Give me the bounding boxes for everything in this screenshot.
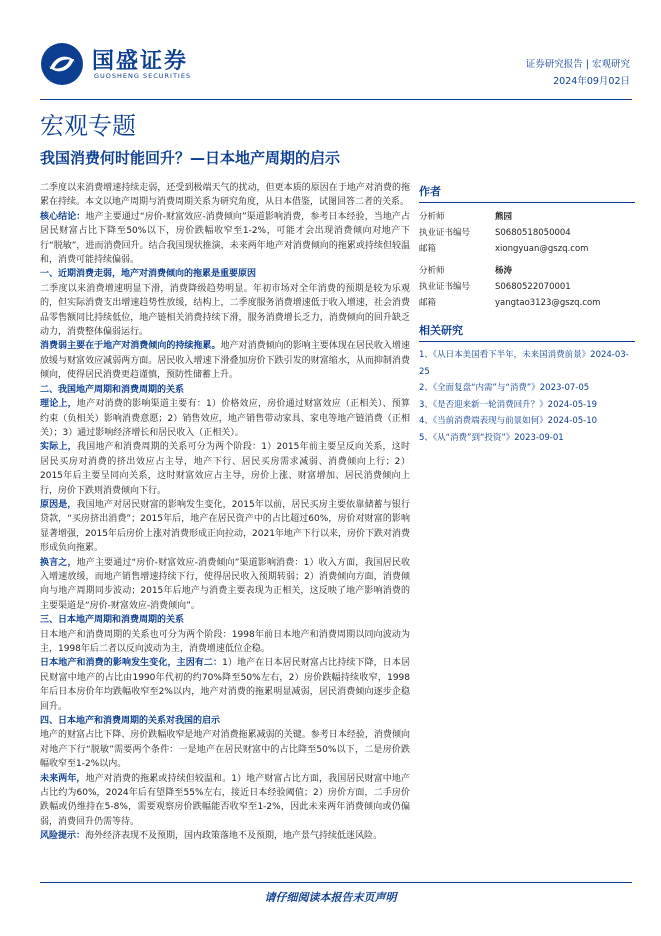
body-paragraph xyxy=(40,656,410,714)
paragraph-text: 地产主要通过“房价-财富效应-消费倾向”渠道影响消费，参考日本经验，当地产占居民财富占比下降至50%以下，房价跌幅收窄至1-2%，可能才会出现消费倾向对地产下行“脱敏”，进而消费回升。结合我国现状推演，未来两年地产对消费倾向的拖累或持续但较温和，消费可能持续偏弱。 xyxy=(40,211,410,266)
body-paragraph xyxy=(40,440,410,498)
sidebar xyxy=(419,183,635,446)
paragraph-keyword: 消费弱主要在于地产对消费倾向的持续拖累。 xyxy=(40,341,221,352)
body-paragraph xyxy=(40,628,410,657)
paragraph-keyword: 核心结论： xyxy=(40,211,86,222)
header-divider xyxy=(40,99,632,100)
paragraph-text: 地产对消费的影响渠道主要有：1）价格效应，房价通过财富效应（正相关）、预算约束（负相关）影响消费意愿；2）销售效应，地产销售带动家具、家电等地产链消费（正相关）；3）通过影响经济增长和居民收入（正相关）。 xyxy=(40,399,410,438)
body-paragraph xyxy=(40,210,410,268)
logo-cn-text: 国盛证券 xyxy=(92,49,189,74)
paragraph-text: 地产的财富占比下降、房价跌幅收窄是地产对消费拖累减弱的关键。参考日本经验，消费倾向对地产下行“脱敏”需要两个条件：一是地产在居民财富中的占比降至50%以下，二是房价跌幅收窄至1-2%以内。 xyxy=(40,730,410,770)
report-category-title: 宏观专题 xyxy=(40,112,136,140)
paragraph-keyword: 风险提示： xyxy=(40,831,86,842)
footer-disclaimer: 请仔细阅读本报告末页声明 xyxy=(264,891,397,904)
paragraph-text: 地产对消费倾向的影响主要体现在居民收入增速放缓与财富效应减弱两方面。居民收入增速下滑叠加房价下跌引发的财富缩水，从而抑制消费倾向，使得居民消费更趋谨慎，预防性储蓄上升。 xyxy=(40,341,410,381)
report-subtitle: 我国消费何时能回升？—日本地产周期的启示 xyxy=(40,149,341,167)
related-report-link[interactable]: 2、《全面复盘“内需”与“消费”》2023-07-05 xyxy=(419,383,590,393)
guosheng-logo-icon xyxy=(40,42,84,86)
author-row xyxy=(419,295,635,311)
body-paragraph xyxy=(40,339,410,382)
paragraph-keyword: 换言之， xyxy=(40,557,77,568)
report-header xyxy=(40,42,630,92)
paragraph-keyword: 原因是， xyxy=(40,499,77,510)
header-meta xyxy=(526,56,630,90)
logo-en-text: GUOSHENG SECURITIES xyxy=(94,72,192,80)
body-paragraph xyxy=(40,772,410,830)
related-heading: 相关研究 xyxy=(419,322,635,342)
paragraph-text: 海外经济表现不及预期，国内政策落地不及预期，地产景气持续低迷风险。 xyxy=(85,831,383,842)
paragraph-keyword: 理论上， xyxy=(40,399,77,410)
author-field-label: 执业证书编号 xyxy=(419,282,471,292)
body-paragraph xyxy=(40,728,410,771)
author-row xyxy=(419,279,635,295)
author-row xyxy=(419,241,635,257)
footer-divider xyxy=(40,882,632,883)
author-row xyxy=(419,209,635,225)
author-field-value: S0680522070001 xyxy=(495,282,571,292)
section-heading: 二、我国地产周期和消费周期的关系 xyxy=(40,384,185,395)
paragraph-keyword: 日本地产和消费的影响发生变化，主因有二： xyxy=(40,658,223,669)
section-heading: 一、近期消费走弱，地产对消费倾向的拖累是重要原因 xyxy=(40,269,257,280)
paragraph-text: 日本地产和消费周期的关系也可分为两个阶段：1998年前日本地产和消费周期以同向波动为主，1998年后二者以反向波动为主，消费增速低位企稳。 xyxy=(40,629,410,654)
paragraph-text: 二季度以来消费增速持续走弱，还受到极端天气的扰动，但更本质的原因在于地产对消费的拖累在持续。本文以地产周期与消费周期关系为研究角度，从日本借鉴，试图回答二者的关系。 xyxy=(40,183,410,208)
report-type: 证券研究报告 | 宏观研究 xyxy=(525,59,630,70)
body-paragraph xyxy=(40,397,410,440)
author-field-label: 分析师 xyxy=(419,212,445,222)
related-list xyxy=(419,347,635,446)
author-field-value: 熊园 xyxy=(495,212,513,222)
related-report-link[interactable]: 5、《从“消费”到“投资”》2023-09-01 xyxy=(419,432,564,443)
author-field-label: 执业证书编号 xyxy=(419,228,471,238)
related-report-link[interactable]: 1、《从日本美国看下半年，未来国消费前景》2024-03-25 xyxy=(419,350,629,377)
author-email-link[interactable]: yangtao3123@gszq.com xyxy=(495,298,601,308)
paragraph-text: 我国地产和消费周期的关系可分为两个阶段：1）2015年前主要呈反向关系，这时居民买房对消费的挤出效应占主导，地产下行、居民买房需求减弱、消费倾向上行；2）2015年后主要呈同向关系，这时财富效应占主导，房价上涨、财富增加、居民消费倾向上行，房价下跌则消费倾向下行。 xyxy=(40,442,410,496)
authors-heading: 作者 xyxy=(419,183,635,203)
section-heading: 三、日本地产周期和消费周期的关系 xyxy=(40,615,185,626)
paragraph-text: 我国地产对居民财富的影响发生变化，2015年以前，居民买房主要依靠储蓄与银行贷款，“买房挤出消费”；2015年后，地产在居民资产中的占比超过60%，房价对财富的影响显著增强，2015年后房价上涨对消费形成正向拉动，2021年地产下行以来，房价下跌对消费形成负向拖累。 xyxy=(40,499,410,554)
report-date: 2024年09月02日 xyxy=(553,76,630,87)
author-field-label: 邮箱 xyxy=(419,298,437,308)
body-paragraph xyxy=(40,181,410,210)
author-field-value: 杨涛 xyxy=(495,266,513,276)
author-row xyxy=(419,225,635,241)
paragraph-text: 二季度以来消费增速明显下滑，消费降级趋势明显。年初市场对全年消费的预期是较为乐观的，但实际消费支出增速趋势性放缓，结构上，二季度服务消费增速低于收入增速，社会消费品零售额同比持续低位，地产链相关消费持续下滑，服务消费增长乏力，消费倾向的回升缺乏动力，消费整体偏弱运行。 xyxy=(40,283,410,338)
paragraph-keyword: 未来两年， xyxy=(40,773,86,784)
body-paragraph xyxy=(40,282,410,340)
section-heading: 四、日本地产和消费周期的关系对我国的启示 xyxy=(40,716,221,727)
related-report-link[interactable]: 3、《是否迎来新一轮消费回升？》2024-05-19 xyxy=(419,399,598,410)
author-field-value: S0680518050004 xyxy=(495,228,571,238)
related-report-link[interactable]: 4、《当前消费端表现与前景如何》2024-05-10 xyxy=(419,416,598,426)
company-logo xyxy=(40,42,210,88)
body-paragraph xyxy=(40,498,410,556)
paragraph-keyword: 实际上， xyxy=(40,442,77,453)
paragraph-text: 地产主要通过“房价-财富效应-消费倾向”渠道影响消费：1）收入方面，我国居民收入增速放缓，而地产销售增速持续下行，使得居民收入预期转弱；2）消费倾向方面，消费倾向与地产周期同步波动；2015年后地产与消费主要表现为正相关，这反映了地产影响消费的主要渠道是“房价-财富效应-消费倾向”。 xyxy=(40,557,410,611)
author-list xyxy=(419,209,635,311)
author-row xyxy=(419,263,635,279)
paragraph-text: 地产对消费的拖累或持续但较温和。1）地产财富占比方面，我国居民财富中地产占比约为60%，2024年后有望降至55%左右，接近日本经验阈值；2）房价方面，二手房价跌幅或仍维持在5-8%，需要观察房价跌幅能否收窄至1-2%，因此未来两年消费倾向或仍偏弱，消费回升仍需等待。 xyxy=(40,773,410,827)
body-paragraph xyxy=(40,829,410,843)
author-block xyxy=(419,209,635,257)
report-body xyxy=(40,181,410,844)
author-email-link[interactable]: xiongyuan@gszq.com xyxy=(495,244,589,254)
paragraph-text: 1）地产在日本居民财富占比持续下降，日本居民财富中地产的占比由1990年代初的约70%降至50%左右，2）房价跌幅持续收窄，1998年后日本房价年均跌幅收窄至2%以内，地产对消费的拖累明显减弱，居民消费倾向逐步企稳回升。 xyxy=(40,658,410,712)
author-block xyxy=(419,263,635,311)
body-paragraph xyxy=(40,556,410,614)
author-field-label: 邮箱 xyxy=(419,244,437,254)
author-field-label: 分析师 xyxy=(419,266,445,276)
